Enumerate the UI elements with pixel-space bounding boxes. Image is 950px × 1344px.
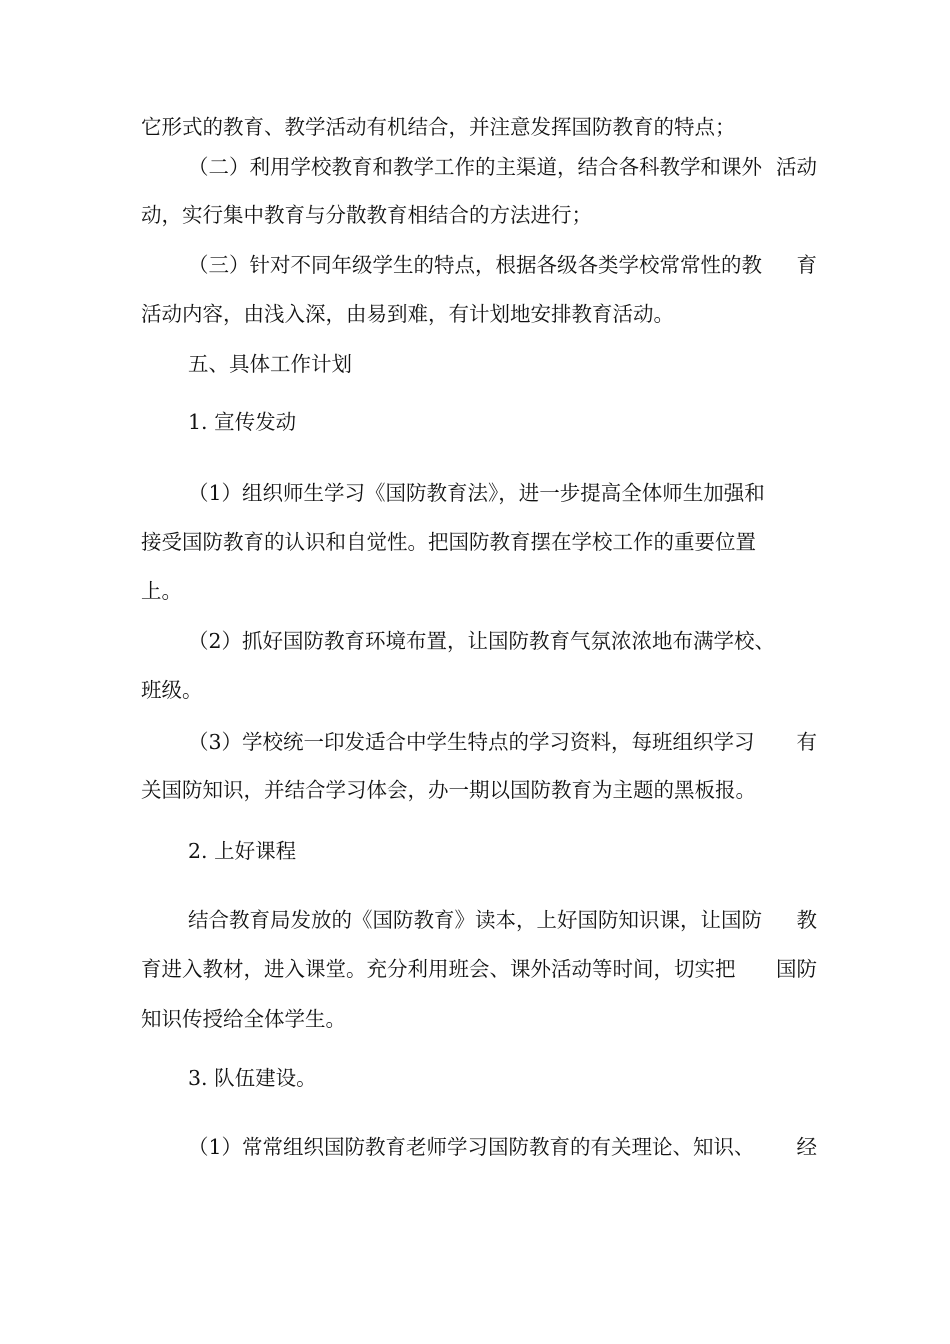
line-text: （三）针对不同年级学生的特点，根据各级各类学校常常性的教 (188, 253, 762, 277)
paragraph-line (188, 1133, 817, 1161)
paragraph-line (141, 113, 817, 141)
line-text: 关国防知识，并结合学习体会，办一期以国防教育为主题的黑板报。 (141, 778, 756, 802)
line-text-tail: 活动 (776, 155, 817, 179)
heading-text: 1. 宣传发动 (188, 410, 297, 434)
subsection-heading (188, 408, 817, 436)
line-text-tail: 国防 (776, 957, 817, 981)
paragraph-line (141, 955, 817, 983)
heading-text: 2. 上好课程 (188, 839, 297, 863)
line-text: （1）组织师生学习《国防教育法》，进一步提高全体师生加强和 (188, 481, 765, 505)
heading-text: 3. 队伍建设。 (188, 1066, 317, 1090)
line-text: （1）常常组织国防教育老师学习国防教育的有关理论、知识、 (188, 1135, 755, 1159)
paragraph-line (141, 1005, 817, 1033)
paragraph-line (188, 251, 817, 279)
line-text: 知识传授给全体学生。 (141, 1007, 346, 1031)
line-text: 上。 (141, 579, 182, 603)
paragraph-line (141, 300, 817, 328)
subsection-heading (188, 1064, 817, 1092)
line-text: 活动内容，由浅入深，由易到难，有计划地安排教育活动。 (141, 302, 674, 326)
line-text: （二）利用学校教育和教学工作的主渠道，结合各科教学和课外 (188, 155, 762, 179)
line-text: 结合教育局发放的《国防教育》读本，上好国防知识课，让国防 (188, 908, 762, 932)
section-heading (188, 350, 817, 378)
subsection-heading (188, 837, 817, 865)
paragraph-line (188, 479, 817, 507)
paragraph-line (141, 776, 817, 804)
line-text: 育进入教材，进入课堂。充分利用班会、课外活动等时间，切实把 (141, 957, 736, 981)
line-text: （2）抓好国防教育环境布置，让国防教育气氛浓浓地布满学校、 (188, 629, 776, 653)
paragraph-line (141, 577, 817, 605)
paragraph-line (188, 906, 817, 934)
paragraph-line (141, 676, 817, 704)
paragraph-line (188, 627, 817, 655)
line-text: 接受国防教育的认识和自觉性。把国防教育摆在学校工作的重要位置 (141, 530, 756, 554)
paragraph-line (141, 528, 817, 556)
line-text: 它形式的教育、教学活动有机结合，并注意发挥国防教育的特点； (141, 115, 736, 139)
heading-text: 五、具体工作计划 (188, 352, 352, 376)
line-text: （3）学校统一印发适合中学生特点的学习资料，每班组织学习 (188, 730, 755, 754)
line-text-tail: 育 (796, 253, 817, 277)
line-text-tail: 经 (796, 1135, 817, 1159)
paragraph-line (188, 153, 817, 181)
line-text-tail: 教 (796, 908, 817, 932)
paragraph-line (141, 201, 817, 229)
paragraph-line (188, 728, 817, 756)
line-text-tail: 有 (796, 730, 817, 754)
line-text: 班级。 (141, 678, 203, 702)
line-text: 动，实行集中教育与分散教育相结合的方法进行； (141, 203, 592, 227)
